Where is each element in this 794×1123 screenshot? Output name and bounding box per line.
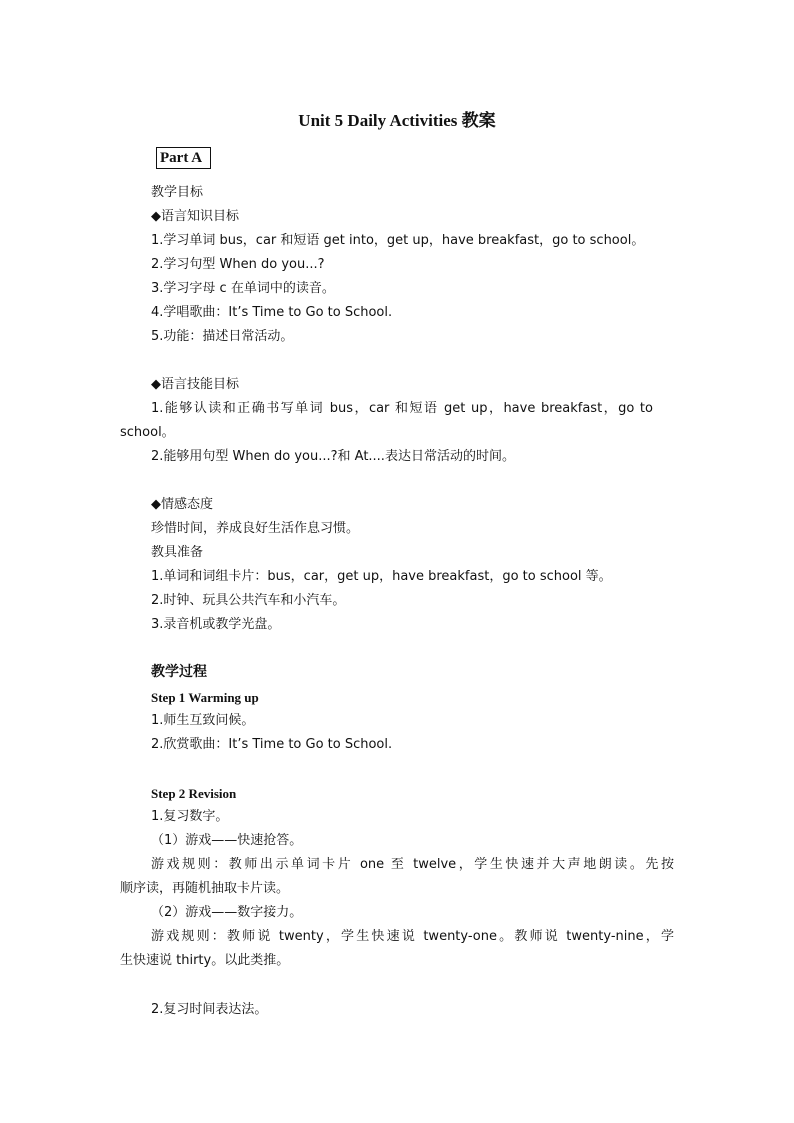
list-item-continuation: school。 xyxy=(120,425,175,440)
part-label: Part A xyxy=(156,147,211,169)
process-heading: 教学过程 xyxy=(151,664,207,680)
emotion-heading: ◆情感态度 xyxy=(151,497,213,512)
step2-heading: Step 2 Revision xyxy=(151,786,237,801)
list-item: 1.学习单词 bus，car 和短语 get into，get up，have breakfast，go to school。 xyxy=(151,233,645,248)
document-title: Unit 5 Daily Activities 教案 xyxy=(298,111,496,130)
list-item: 3.录音机或教学光盘。 xyxy=(151,617,281,632)
list-item: 2.欣赏歌曲：It’s Time to Go to School. xyxy=(151,737,393,752)
list-item: 2.时钟、玩具公共汽车和小汽车。 xyxy=(151,593,346,608)
goals-heading: 教学目标 xyxy=(151,185,204,200)
paragraph-line: 生快速说 thirty。以此类推。 xyxy=(120,953,290,968)
list-item: 2.能够用句型 When do you...?和 At....表达日常活动的时间。 xyxy=(151,449,515,464)
list-item: 3.学习字母 c 在单词中的读音。 xyxy=(151,281,335,296)
list-item: 1.单词和词组卡片：bus，car，get up，have breakfast，go to school 等。 xyxy=(151,569,612,584)
paragraph-line: 顺序读，再随机抽取卡片读。 xyxy=(120,881,290,896)
list-item: 2.复习时间表达法。 xyxy=(151,1002,268,1017)
materials-heading: 教具准备 xyxy=(151,545,204,560)
list-item: 1.能够认读和正确书写单词 bus，car 和短语 get up，have breakfast，go to xyxy=(151,401,653,416)
emotion-text: 珍惜时间，养成良好生活作息习惯。 xyxy=(151,521,360,536)
list-item: 1.师生互致问候。 xyxy=(151,713,255,728)
list-item: （2）游戏——数字接力。 xyxy=(151,905,303,920)
lang-knowledge-heading: ◆语言知识目标 xyxy=(151,209,239,224)
lang-skill-heading: ◆语言技能目标 xyxy=(151,377,239,392)
list-item: （1）游戏——快速抢答。 xyxy=(151,833,303,848)
step1-heading: Step 1 Warming up xyxy=(151,690,259,705)
list-item: 2.学习句型 When do you...? xyxy=(151,257,325,272)
paragraph-line: 游戏规则：教师说 twenty，学生快速说 twenty-one。教师说 twenty-nine，学 xyxy=(151,929,674,944)
list-item: 4.学唱歌曲：It’s Time to Go to School. xyxy=(151,305,393,320)
paragraph-line: 游戏规则：教师出示单词卡片 one 至 twelve，学生快速并大声地朗读。先按 xyxy=(151,857,674,872)
list-item: 5.功能：描述日常活动。 xyxy=(151,329,294,344)
list-item: 1.复习数字。 xyxy=(151,809,229,824)
